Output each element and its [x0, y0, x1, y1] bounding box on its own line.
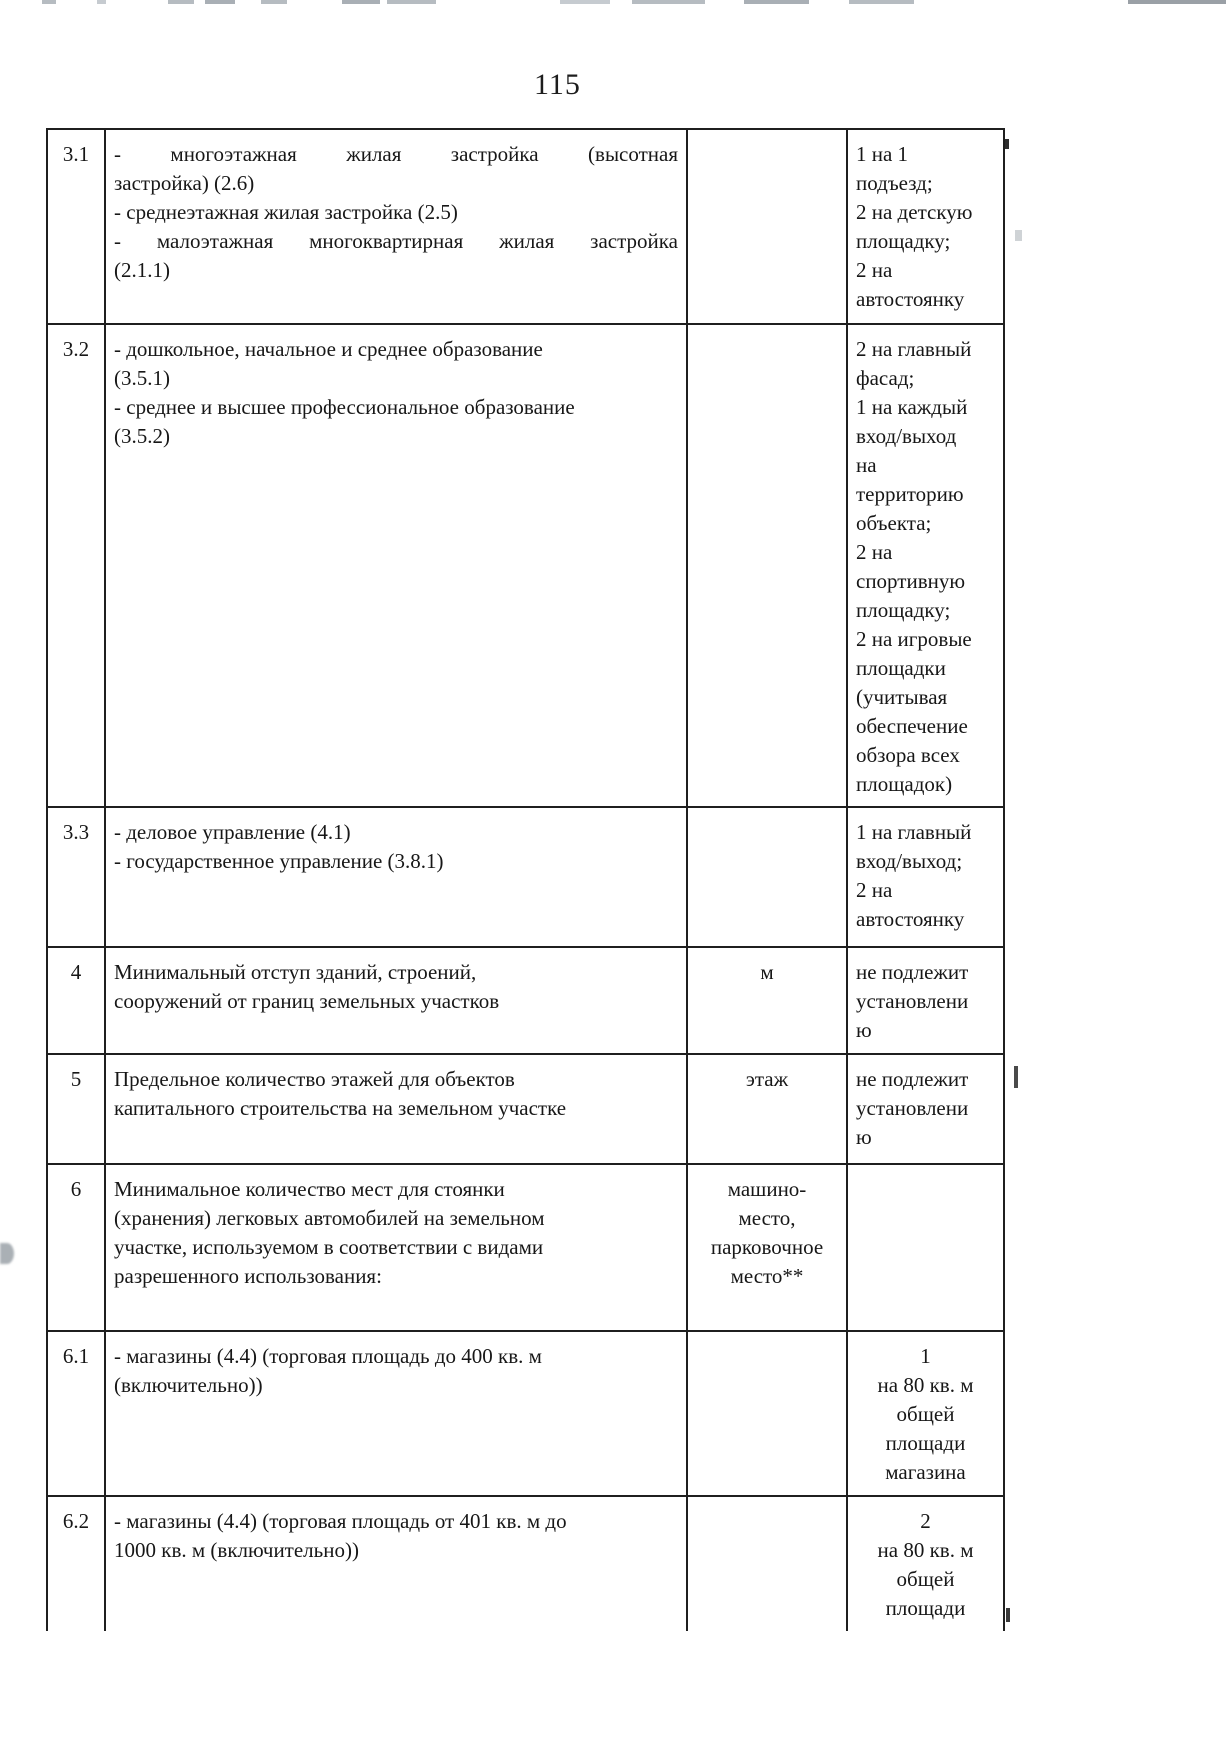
- cell-text-line: застройка) (2.6): [114, 171, 255, 195]
- value-cell: [847, 324, 1004, 807]
- scan-artifact: [261, 0, 287, 4]
- cell-text-line: (3.5.2): [114, 424, 170, 448]
- cell-text-line: на: [856, 453, 877, 477]
- cell-text-line: 1 на главный: [856, 820, 972, 844]
- table-row: [47, 1496, 1004, 1631]
- cell-text-line: этаж: [745, 1067, 789, 1091]
- cell-text-line: (3.5.1): [114, 366, 170, 390]
- cell-text-line: обеспечение: [856, 714, 968, 738]
- row-number-cell: 4: [47, 947, 105, 1054]
- scan-artifact: [849, 0, 914, 4]
- cell-text-line: автостоянку: [856, 287, 965, 311]
- cell-text-line: Минимальное количество мест для стоянки: [114, 1177, 505, 1201]
- cell-text-line: (хранения) легковых автомобилей на земельном: [114, 1206, 545, 1230]
- cell-text-line: Предельное количество этажей для объектов: [114, 1067, 515, 1091]
- cell-text-line: - магазины (4.4) (торговая площадь от 401 кв. м до: [114, 1509, 567, 1533]
- scan-artifact: [1014, 1066, 1018, 1088]
- table-row: [47, 947, 1004, 1054]
- cell-text-line: участке, используемом в соответствии с видами: [114, 1235, 544, 1259]
- cell-text-line: площади: [885, 1596, 966, 1620]
- cell-text-line: не подлежит: [856, 1067, 969, 1091]
- cell-text-line: капитального строительства на земельном участке: [114, 1096, 567, 1120]
- unit-cell: [687, 129, 847, 324]
- cell-text-line: 1: [920, 1344, 931, 1368]
- cell-text-line: 1 на 1: [856, 142, 909, 166]
- table-row: [47, 1164, 1004, 1331]
- cell-text-line: на 80 кв. м: [877, 1373, 974, 1397]
- scan-artifact: [0, 1243, 14, 1264]
- cell-text-line: - дошкольное, начальное и среднее образование: [114, 337, 543, 361]
- cell-text-line: сооружений от границ земельных участков: [114, 989, 500, 1013]
- scan-artifact: [560, 0, 610, 4]
- cell-text-line: установлени: [856, 1096, 969, 1120]
- scan-artifact: [387, 0, 436, 4]
- scan-artifact: [342, 0, 380, 4]
- cell-text-line: 2 на: [856, 878, 893, 902]
- row-number-cell: 5: [47, 1054, 105, 1164]
- cell-text-line: фасад;: [856, 366, 915, 390]
- cell-text-line: спортивную: [856, 569, 966, 593]
- value-cell: [847, 129, 1004, 324]
- cell-text-line: 1000 кв. м (включительно)): [114, 1538, 359, 1562]
- value-cell: [847, 1496, 1004, 1631]
- cell-text-line: - среднеэтажная жилая застройка (2.5): [114, 200, 458, 224]
- cell-text-line: - деловое управление (4.1): [114, 820, 351, 844]
- description-cell: [105, 1164, 687, 1331]
- cell-text-line: 2 на главный: [856, 337, 972, 361]
- page-number: 115: [534, 68, 581, 101]
- cell-text-line: 2 на игровые: [856, 627, 972, 651]
- table-row: [47, 1331, 1004, 1496]
- cell-text-line: вход/выход;: [856, 849, 963, 873]
- description-cell: [105, 947, 687, 1054]
- cell-text-line: объекта;: [856, 511, 932, 535]
- cell-text-line: Минимальный отступ зданий, строений,: [114, 960, 477, 984]
- scan-artifact: [205, 0, 235, 4]
- cell-text-line: общей: [896, 1567, 955, 1591]
- cell-text-line: площадку;: [856, 229, 951, 253]
- cell-text-line: разрешенного использования:: [114, 1264, 382, 1288]
- row-number-cell: 3.3: [47, 807, 105, 947]
- scan-artifact: [42, 0, 56, 4]
- cell-text-line: на 80 кв. м: [877, 1538, 974, 1562]
- cell-text-line: парковочное: [710, 1235, 824, 1259]
- description-cell: [105, 807, 687, 947]
- row-number-cell: 3.2: [47, 324, 105, 807]
- unit-cell: [687, 1054, 847, 1164]
- cell-text-line: территорию: [856, 482, 964, 506]
- cell-text-line: общей: [896, 1402, 955, 1426]
- cell-text-line: - магазины (4.4) (торговая площадь до 400 кв. м: [114, 1344, 542, 1368]
- cell-text-line: площадки: [856, 656, 946, 680]
- cell-text-line: ю: [856, 1018, 872, 1042]
- table-row: [47, 324, 1004, 807]
- cell-text-line: площадку;: [856, 598, 951, 622]
- cell-text-line: (включительно)): [114, 1373, 263, 1397]
- cell-text-line: обзора всех: [856, 743, 960, 767]
- scan-artifact: [97, 0, 106, 4]
- unit-cell: [687, 807, 847, 947]
- value-cell: [847, 807, 1004, 947]
- scan-artifact: [168, 0, 194, 4]
- row-number-cell: 6: [47, 1164, 105, 1331]
- cell-text-line: - государственное управление (3.8.1): [114, 849, 444, 873]
- cell-text-line: - малоэтажная многоквартирная жилая застройка: [114, 229, 678, 253]
- unit-cell: [687, 1164, 847, 1331]
- cell-text-line: ю: [856, 1125, 872, 1149]
- cell-text-line: место**: [730, 1264, 804, 1288]
- cell-text-line: 2: [920, 1509, 931, 1533]
- cell-text-line: (2.1.1): [114, 258, 170, 282]
- parameters-table: [46, 128, 1005, 1631]
- row-number-cell: 6.2: [47, 1496, 105, 1631]
- cell-text-line: 2 на: [856, 258, 893, 282]
- description-cell: [105, 1054, 687, 1164]
- unit-cell: [687, 324, 847, 807]
- cell-text-line: вход/выход: [856, 424, 957, 448]
- scan-artifact: [1006, 1608, 1010, 1622]
- cell-text-line: - многоэтажная жилая застройка (высотная: [114, 142, 678, 166]
- table-row: [47, 129, 1004, 324]
- cell-text-line: 2 на: [856, 540, 893, 564]
- scan-artifact: [1128, 0, 1226, 4]
- description-cell: [105, 324, 687, 807]
- cell-text-line: м: [760, 960, 774, 984]
- value-cell: [847, 1054, 1004, 1164]
- cell-text-line: автостоянку: [856, 907, 965, 931]
- description-cell: [105, 1331, 687, 1496]
- cell-text-line: машино-: [727, 1177, 807, 1201]
- cell-text-line: установлени: [856, 989, 969, 1013]
- cell-text-line: - среднее и высшее профессиональное образование: [114, 395, 575, 419]
- cell-text-line: (учитывая: [856, 685, 948, 709]
- unit-cell: [687, 1331, 847, 1496]
- description-cell: [105, 129, 687, 324]
- cell-text-line: не подлежит: [856, 960, 969, 984]
- value-cell: [847, 1164, 1004, 1331]
- cell-text-line: 1 на каждый: [856, 395, 968, 419]
- description-cell: [105, 1496, 687, 1631]
- cell-text-line: место,: [738, 1206, 796, 1230]
- cell-text-line: площадок): [856, 772, 953, 796]
- row-number-cell: 6.1: [47, 1331, 105, 1496]
- value-cell: [847, 1331, 1004, 1496]
- cell-text-line: 2 на детскую: [856, 200, 973, 224]
- cell-text-line: площади: [885, 1431, 966, 1455]
- unit-cell: [687, 947, 847, 1054]
- table-row: [47, 807, 1004, 947]
- scan-artifact: [1015, 230, 1022, 241]
- table-row: [47, 1054, 1004, 1164]
- unit-cell: [687, 1496, 847, 1631]
- value-cell: [847, 947, 1004, 1054]
- scan-artifact: [744, 0, 809, 4]
- cell-text-line: подъезд;: [856, 171, 933, 195]
- row-number-cell: 3.1: [47, 129, 105, 324]
- cell-text-line: магазина: [885, 1460, 966, 1484]
- scan-artifact: [632, 0, 705, 4]
- table-body: [47, 129, 1004, 1631]
